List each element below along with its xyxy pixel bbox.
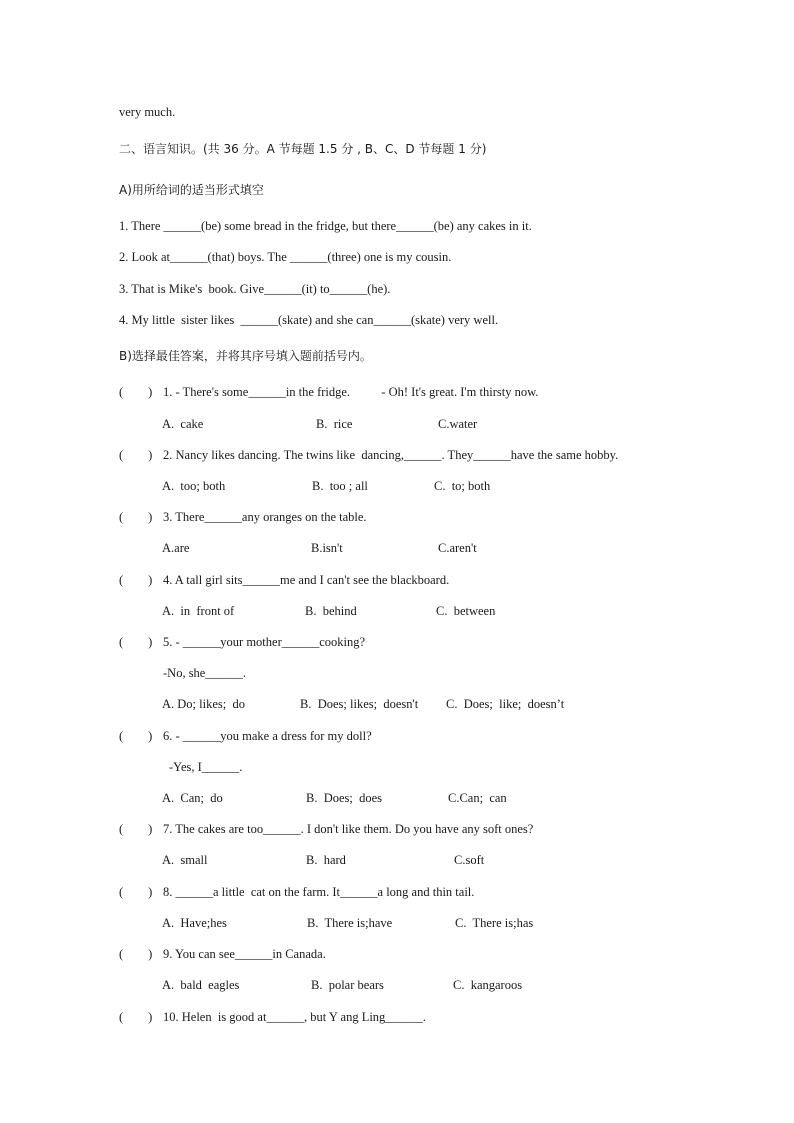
question-text: 5. - ______your mother______cooking? [163,635,366,649]
option-a: A. too; both [162,479,226,493]
answer-bracket: ( ) [119,822,153,836]
option-a: A. Do; likes; do [162,697,245,711]
option-b: B. behind [305,604,357,618]
answer-bracket: ( ) [119,573,153,587]
option-c: C. Does; like; doesn’t [446,697,565,711]
answer-bracket: ( ) [119,729,153,743]
answer-bracket: ( ) [119,385,153,399]
answer-bracket: ( ) [119,448,153,462]
option-b: B. rice [316,417,353,431]
answer-bracket: ( ) [119,510,153,524]
option-c: C. kangaroos [453,978,523,992]
option-c: C.water [438,417,478,431]
question-text: 7. The cakes are too______. I don't like them. Do you have any soft ones? [163,822,534,836]
question-text: 1. - There's some______in the fridge. - Oh! It's great. I'm thirsty now. [163,385,539,399]
option-a: A.are [162,541,190,555]
part-b-heading: B)选择最佳答案，并将其序号填入题前括号内。 [119,349,372,363]
fill-blank-item: 3. That is Mike's book. Give______(it) to______(he). [119,282,391,296]
section-title: 二、语言知识。(共 36 分。A 节每题 1.5 分 , B、C、D 节每题 1 分) [119,142,487,156]
answer-bracket: ( ) [119,947,153,961]
answer-bracket: ( ) [119,635,153,649]
question-text: 10. Helen is good at______, but Y ang Ling______. [163,1010,426,1024]
option-c: C.Can; can [448,791,507,805]
fill-blank-item: 1. There ______(be) some bread in the fridge, but there______(be) any cakes in it. [119,219,532,233]
question-text: 8. ______a little cat on the farm. It______a long and thin tail. [163,885,475,899]
fill-blank-item: 4. My little sister likes ______(skate) and she can______(skate) very well. [119,313,499,327]
question-text: 9. You can see______in Canada. [163,947,326,961]
option-a: A. cake [162,417,204,431]
option-c: C. between [436,604,496,618]
question-text: 4. A tall girl sits______me and I can't see the blackboard. [163,573,450,587]
option-a: A. Can; do [162,791,223,805]
option-a: A. Have;hes [162,916,227,930]
option-a: A. in front of [162,604,235,618]
question-text: 6. - ______you make a dress for my doll? [163,729,372,743]
option-c: C. to; both [434,479,491,493]
option-c: C. There is;has [455,916,534,930]
part-a-heading: A)用所给词的适当形式填空 [119,183,264,197]
option-a: A. small [162,853,208,867]
answer-bracket: ( ) [119,1010,153,1024]
option-b: B. Does; likes; doesn't [300,697,419,711]
fill-blank-item: 2. Look at______(that) boys. The ______(three) one is my cousin. [119,250,452,264]
option-c: C.aren't [438,541,477,555]
option-b: B. hard [306,853,346,867]
option-b: B. Does; does [306,791,383,805]
question-subline: -No, she______. [163,666,246,680]
option-b: B. too ; all [312,479,368,493]
option-b: B. polar bears [311,978,384,992]
question-subline: -Yes, I______. [169,760,243,774]
option-a: A. bald eagles [162,978,240,992]
question-text: 3. There______any oranges on the table. [163,510,367,524]
top-line: very much. [119,105,176,119]
option-b: B. There is;have [307,916,393,930]
option-b: B.isn't [311,541,343,555]
answer-bracket: ( ) [119,885,153,899]
question-text: 2. Nancy likes dancing. The twins like dancing,______. They______have the same hobby. [163,448,619,462]
option-c: C.soft [454,853,485,867]
